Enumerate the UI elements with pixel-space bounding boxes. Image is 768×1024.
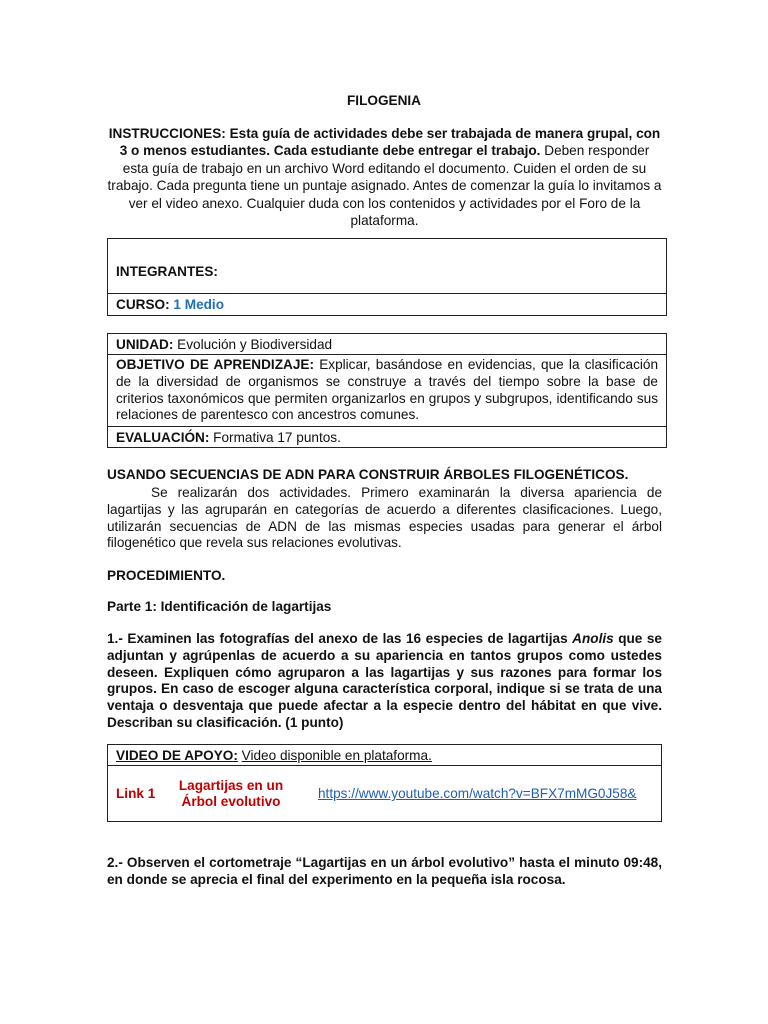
parte1-heading: Parte 1: Identificación de lagartijas (107, 599, 332, 614)
q1-before: 1.- Examinen las fotografías del anexo de las 16 especies de lagartijas (107, 631, 573, 646)
instructions-normal-text: Deben responder esta guía de trabajo en un archivo Word editando el documento. Cuiden el orden de su trabajo. Cada pregunta tiene un puntaje asignado. Antes de comenzar la guía lo invitamos a ver el video anexo. Cualquier duda con los contenidos y actividades por el Foro de la plataforma. (107, 143, 662, 229)
section1-body: Se realizarán dos actividades. Primero examinarán la diversa apariencia de lagartijas y las agruparán en categorías de acuerdo a diferentes clasificaciones. Luego, utilizarán secuencias de ADN de las mismas especies usadas para generar el árbol filogenético que revela sus relaciones evolutivas. (107, 485, 662, 551)
video-value: Video disponible en plataforma. (241, 747, 432, 763)
video-link[interactable]: https://www.youtube.com/watch?v=BFX7mMG0J58& (318, 786, 637, 801)
page-title: FILOGENIA (346, 93, 421, 108)
objetivo-cell (108, 355, 667, 427)
students-table (107, 238, 667, 316)
video-label: VIDEO DE APOYO: (116, 747, 238, 763)
objetivo-value: Explicar, basándose en evidencias, que la clasificación de la diversidad de organismos se construye a través del tiempo sobre la base de criterios taxonómicos que permiten organizarlos en grupos y subgrupos, identificando sus relaciones de parentesco con ancestros comunes. (116, 357, 659, 423)
evaluacion-cell (108, 427, 667, 448)
procedimiento-heading: PROCEDIMIENTO. (107, 568, 226, 583)
question-2: 2.- Observen el cortometraje “Lagartijas en un árbol evolutivo” hasta el minuto 09:48, en donde se aprecia el final del experimento en la pequeña isla rocosa. (107, 855, 662, 887)
video-table (107, 744, 662, 822)
evaluacion-value: Formativa 17 puntos. (213, 429, 341, 445)
q1-italic: Anolis (572, 631, 614, 646)
question-1 (107, 631, 662, 732)
curso-value: 1 Medio (173, 297, 225, 312)
curso-cell[interactable] (108, 294, 667, 316)
instructions-lead: INSTRUCCIONES: (108, 126, 226, 141)
unidad-label: UNIDAD: (116, 336, 174, 352)
video-header-cell (108, 745, 662, 766)
link-title: Lagartijas en un Árbol evolutivo (168, 766, 294, 822)
objetivo-label: OBJETIVO DE APRENDIZAJE: (116, 357, 314, 372)
unidad-cell (108, 334, 667, 355)
integrantes-label: INTEGRANTES: (116, 263, 218, 279)
section1-heading: USANDO SECUENCIAS DE ADN PARA CONSTRUIR ÁRBOLES FILOGENÉTICOS. (107, 467, 629, 482)
integrantes-cell[interactable] (108, 239, 667, 294)
link-label: Link 1 (108, 766, 169, 822)
instructions-paragraph (107, 125, 662, 229)
instructions-bold-text: Esta guía de actividades debe ser trabajada de manera grupal, con 3 o menos estudiantes. Cada estudiante debe entregar el trabajo. (119, 126, 661, 159)
q1-after: que se adjuntan y agrúpenlas de acuerdo a su apariencia en tantos grupos como ustedes deseen. Expliquen cómo agruparon a las lagartijas y sus razones para formar los grupos. En caso de escoger alguna característica corporal, indique si se trata de una ventaja o desventaja que puede afectar a la especie dentro del hábitat en que vive. Describan su clasificación. (1 punto) (107, 631, 662, 730)
video-link-cell (294, 766, 662, 822)
curso-label: CURSO: (116, 297, 170, 312)
evaluacion-label: EVALUACIÓN: (116, 429, 210, 445)
unidad-value: Evolución y Biodiversidad (177, 336, 333, 352)
unit-table (107, 333, 667, 448)
